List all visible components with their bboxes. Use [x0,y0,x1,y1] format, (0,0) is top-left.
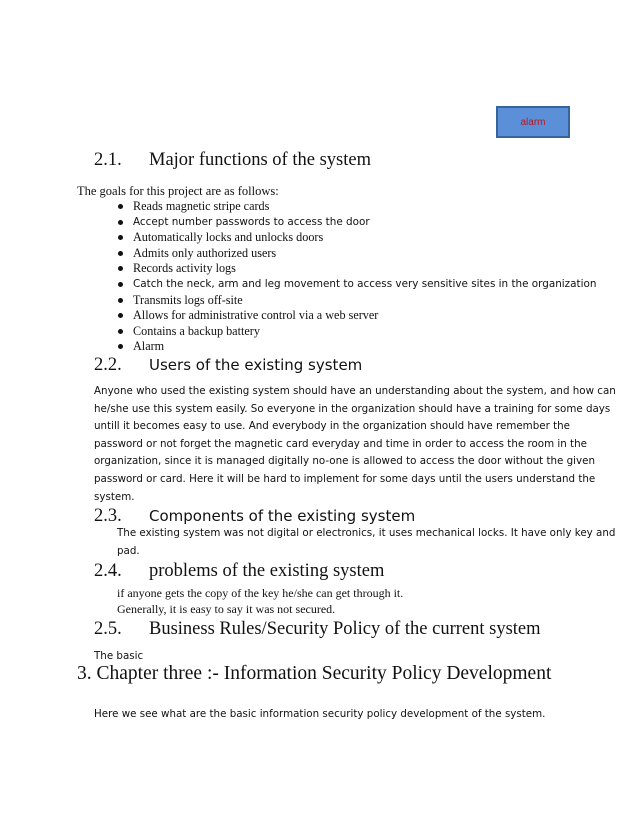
section-title: problems of the existing system [149,561,385,581]
section-title: Components of the existing system [149,507,416,525]
bullet-icon [118,204,123,209]
bullet-icon [118,220,123,225]
section-heading-2-4 [94,561,384,582]
list-item: Reads magnetic stripe cards [118,199,596,215]
goals-list [118,199,596,355]
bullet-icon [118,266,123,271]
section-title: Major functions of the system [149,150,371,170]
section-number: 2.2. [94,355,122,375]
alarm-callout [496,106,570,138]
section-title: Users of the existing system [149,356,363,374]
section-number: 2.5. [94,619,122,639]
bullet-icon [118,282,123,287]
list-item: Allows for administrative control via a web server [118,308,596,324]
bullet-icon [118,344,123,349]
users-paragraph: Anyone who used the existing system should have an understanding about the system, and how can he/she use this system easily. So everyone in the organization should have a training for some days untill it becomes easy to use. And everybody in the organization should have remember the password or not forget the magnetic card everyday and time in order to access the room in the organization, since it is managed digitally no-one is allowed to access the door without the given password or card. Here it will be hard to implement for some days until the users understand the system. [94,385,616,503]
alarm-callout-label: alarm [520,116,546,128]
problems-paragraph: if anyone gets the copy of the key he/she can get through it. Generally, it is easy to say it was not secured. [117,586,404,616]
list-item: Records activity logs [118,261,596,277]
list-item: Alarm [118,339,596,355]
goals-intro: The goals for this project are as follows: [77,184,279,198]
bullet-icon [118,251,123,256]
bullet-icon [118,235,123,240]
list-item: Catch the neck, arm and leg movement to access very sensitive sites in the organization [118,277,596,293]
section-number: 2.3. [94,506,122,526]
components-paragraph: The existing system was not digital or electronics, it uses mechanical locks. It have only key and pad. [117,527,616,557]
list-item: Admits only authorized users [118,246,596,262]
section-heading-2-5 [94,619,541,640]
section-heading-2-2 [94,355,362,376]
list-item: Transmits logs off-site [118,293,596,309]
section-number: 2.1. [94,150,122,170]
chapter-intro-text: Here we see what are the basic information security policy development of the system. [94,708,546,720]
section-title: Business Rules/Security Policy of the current system [149,619,541,639]
bullet-icon [118,313,123,318]
bullet-icon [118,329,123,334]
list-item: Accept number passwords to access the door [118,215,596,231]
chapter-heading: 3. Chapter three :- Information Security Policy Development [77,663,552,684]
list-item: Automatically locks and unlocks doors [118,230,596,246]
section-number: 2.4. [94,561,122,581]
section-heading-2-3 [94,506,415,527]
business-rules-text: The basic [94,650,144,662]
bullet-icon [118,298,123,303]
list-item: Contains a backup battery [118,324,596,340]
section-heading-2-1 [94,150,371,171]
